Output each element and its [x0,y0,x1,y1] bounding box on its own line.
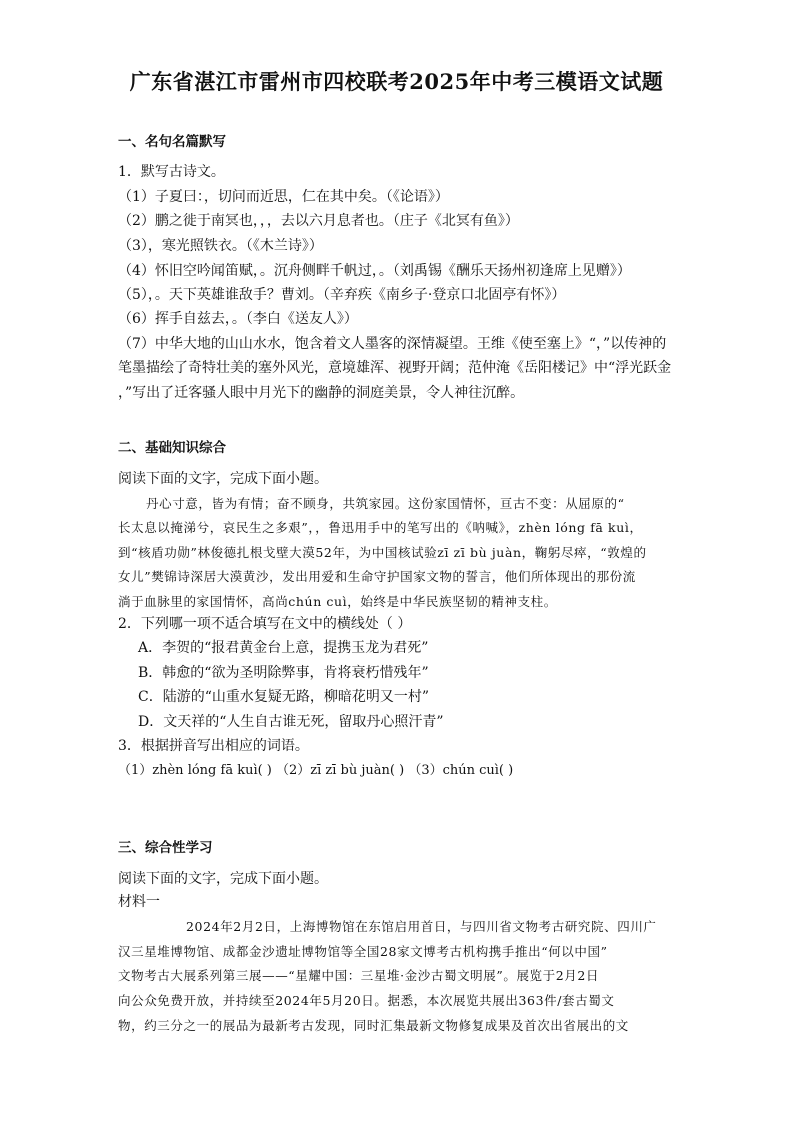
section3-heading: 三、综合性学习 [118,840,213,856]
section2-heading: 二、基础知识综合 [118,440,226,456]
question-2: 2．下列哪一项不适合填写在文中的横线处（ ） [118,616,412,632]
option-a: A．李贺的“报君黄金台上意，提携玉龙为君死” [138,640,429,656]
page-title: 广东省湛江市雷州市四校联考2025年中考三模语文试题 [129,69,664,94]
q1-item-6: （6）挥手自兹去，。（李白《送友人》） [118,311,358,327]
q1-item-7-cont: 笔墨描绘了奇特壮美的塞外风光，意境雄浑、视野开阔；范仲淹《岳阳楼记》中“浮光跃金 [118,360,672,376]
passage-line: 女儿”樊锦诗深居大漠黄沙，发出用爱和生命守护国家文物的誓言，他们所体现出的那份流 [118,569,636,584]
material-line: 物，约三分之一的展品为最新考古发现，同时汇集最新文物修复成果及首次出省展出的文 [118,1018,629,1033]
q1-item-4: （4）怀旧空吟闻笛赋，。沉舟侧畔千帆过，。（刘禹锡《酬乐天扬州初逢席上见赠》） [118,263,631,279]
material-line: 2024年2月2日，上海博物馆在东馆启用首日，与四川省文物考古研究院、四川广 [186,919,657,934]
passage-line: 到“核盾功勋”林俊德扎根戈壁大漠52年，为中国核试验zī zī bù juàn，鞠躬尽瘁，“敦煌的 [118,545,647,560]
q1-item-1: （1）子夏曰：，切问而近思，仁在其中矣。（《论语》） [118,189,449,205]
option-b: B．韩愈的“欲为圣明除弊事，肯将衰朽惜残年” [138,665,429,681]
passage-line: 丹心寸意，皆为有情；奋不顾身，共筑家园。这份家国情怀，亘古不变：从屈原的“ [146,496,625,511]
q1-item-5: （5），。天下英雄谁敌手？曹刘。（辛弃疾《南乡子·登京口北固亭有怀》） [118,287,566,303]
q3-pinyin-items: （1）zhèn lóng fā kuì( ) （2）zī zī bù juàn( ) （3）chún cuì( ) [118,763,514,778]
q1-item-7: （7）中华大地的山山水水，饱含着文人墨客的深情凝望。王维《使至塞上》“，”以传神的 [118,336,667,352]
section3-intro: 阅读下面的文字，完成下面小题。 [118,871,328,887]
passage-line: 长太息以掩涕兮，哀民生之多艰”，，鲁迅用手中的笔写出的《呐喊》，zhèn lóng fā kuì， [118,520,643,535]
question-3: 3．根据拼音写出相应的词语。 [118,738,309,754]
q1-item-3: （3），寒光照铁衣。（《木兰诗》） [118,238,323,254]
option-d: D．文天祥的“人生自古谁无死，留取丹心照汗青” [138,714,444,730]
material-line: 汉三星堆博物馆、成都金沙遗址博物馆等全国28家文博考古机构携手推出“何以中国” [118,944,608,959]
passage-line: 淌于血脉里的家国情怀，高尚chún cuì，始终是中华民族坚韧的精神支柱。 [118,594,557,609]
section1-heading: 一、名句名篇默写 [118,134,226,150]
q1-item-2: （2）鹏之徙于南冥也，，，去以六月息者也。（庄子《北冥有鱼》） [118,213,519,229]
question-1: 1．默写古诗文。 [118,164,225,180]
option-c: C．陆游的“山重水复疑无路，柳暗花明又一村” [138,689,430,705]
section2-intro: 阅读下面的文字，完成下面小题。 [118,471,328,487]
material-line: 向公众免费开放，并持续至2024年5月20日。据悉，本次展览共展出363件/套古蜀文 [118,993,615,1008]
material-line: 文物考古大展系列第三展——“星耀中国：三星堆·金沙古蜀文明展”。展览于2月2日 [118,968,600,983]
material-label: 材料一 [118,894,160,910]
q1-item-7-end: ，”写出了迁客骚人眼中月光下的幽静的洞庭美景，令人神往沉醉。 [118,385,525,401]
